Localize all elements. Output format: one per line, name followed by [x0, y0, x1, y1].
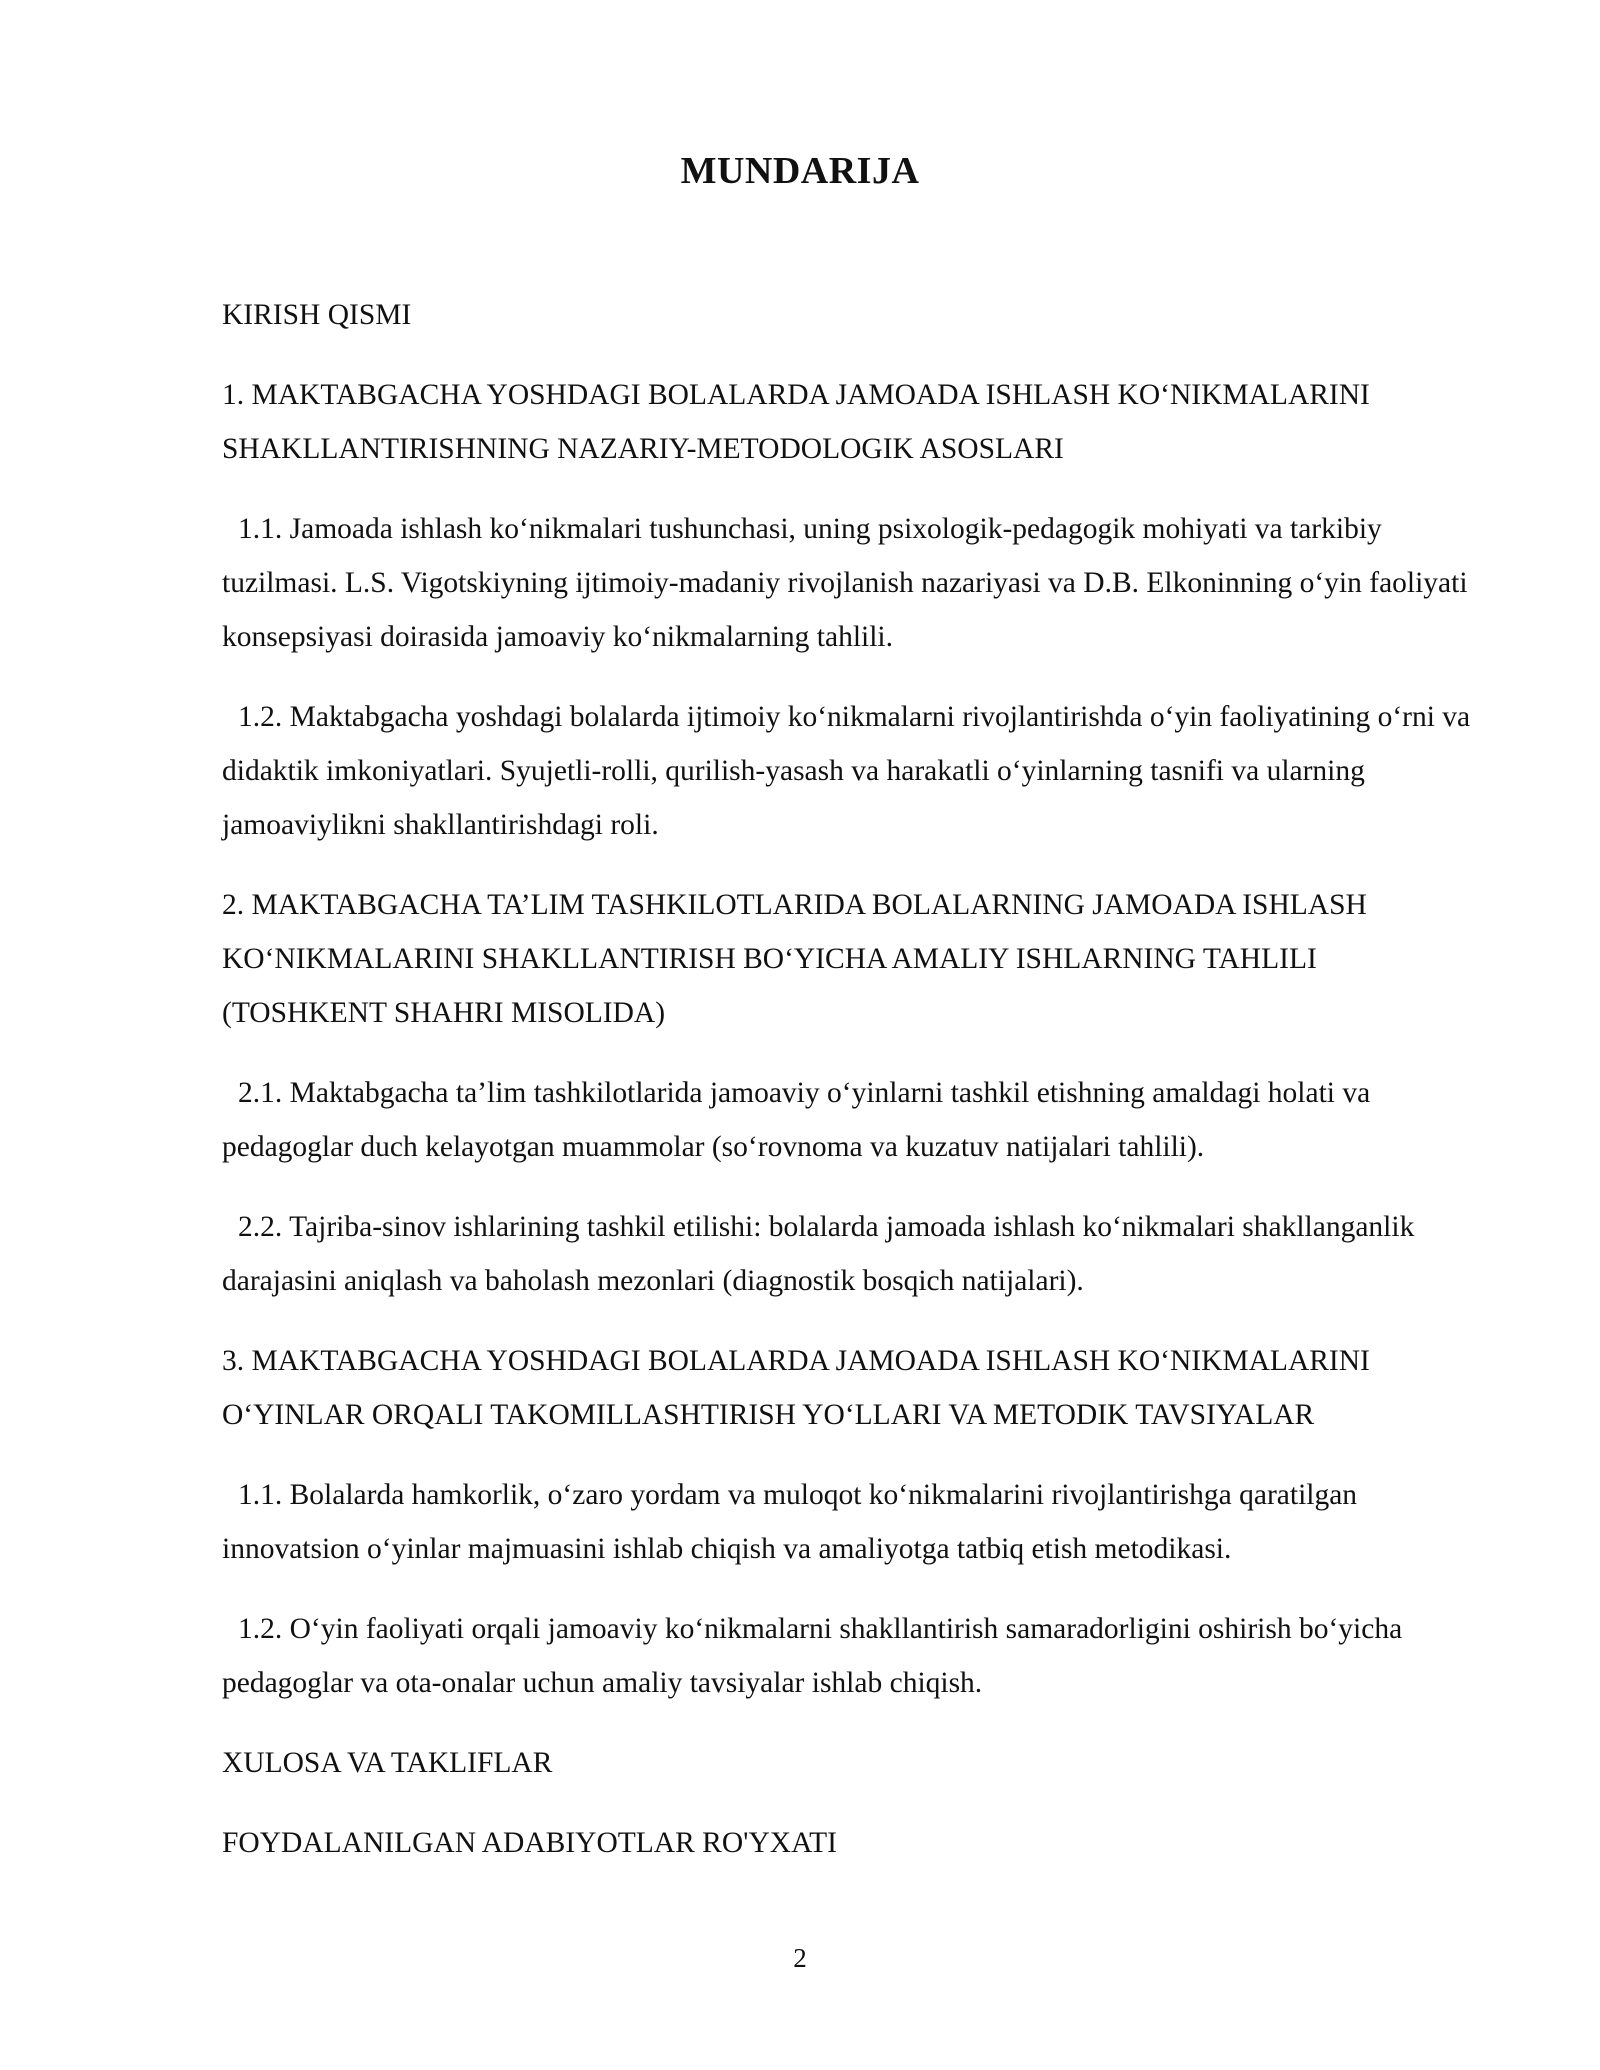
toc-entry-section-1-1: 1.1. Jamoada ishlash ko‘nikmalari tushunchasi, uning psixologik-pedagogik mohiyati va tarkibiy tuzilmasi. L.S. Vigotskiyning ijtimoiy-madaniy rivojlanish nazariyasi va D.B. Elkoninning o‘yin faoliyati konsepsiyasi doirasida jamoaviy ko‘nikmalarning tahlili. [222, 513, 1468, 653]
toc-entry-conclusion: XULOSA VA TAKLIFLAR [222, 1747, 553, 1779]
toc-entry-section-3-2: 1.2. O‘yin faoliyati orqali jamoaviy ko‘nikmalarni shakllantirish samaradorligini oshirish bo‘yicha pedagoglar va ota-onalar uchun amaliy tavsiyalar ishlab chiqish. [222, 1613, 1403, 1699]
toc-entry-references: FOYDALANILGAN ADABIYOTLAR RO'YXATI [222, 1827, 837, 1859]
table-of-contents [222, 288, 1482, 1896]
toc-entry-introduction: KIRISH QISMI [222, 299, 412, 331]
toc-entry-chapter-3: 3. MAKTABGACHA YOSHDAGI BOLALARDA JAMOADA ISHLASH KO‘NIKMALARINI O‘YINLAR ORQALI TAKOMILLASHTIRISH YO‘LLARI VA METODIK TAVSIYALAR [222, 1345, 1370, 1431]
toc-entry-section-1-2: 1.2. Maktabgacha yoshdagi bolalarda ijtimoiy ko‘nikmalarni rivojlantirishda o‘yin faoliyatining o‘rni va didaktik imkoniyatlari. Syujetli-rolli, qurilish-yasash va harakatli o‘yinlarning tasnifi va ularning jamoaviylikni shakllantirishdagi roli. [222, 701, 1471, 841]
page-number: 2 [793, 1943, 807, 1973]
toc-entry-section-2-1: 2.1. Maktabgacha ta’lim tashkilotlarida jamoaviy o‘yinlarni tashkil etishning amaldagi holati va pedagoglar duch kelayotgan muammolar (so‘rovnoma va kuzatuv natijalari tahlili). [222, 1077, 1371, 1163]
toc-entry-section-2-2: 2.2. Tajriba-sinov ishlarining tashkil etilishi: bolalarda jamoada ishlash ko‘nikmalari shakllanganlik darajasini aniqlash va baholash mezonlari (diagnostik bosqich natijalari). [222, 1211, 1415, 1297]
toc-entry-chapter-2: 2. MAKTABGACHA TA’LIM TASHKILOTLARIDA BOLALARNING JAMOADA ISHLASH KO‘NIKMALARINI SHAKLLANTIRISH BO‘YICHA AMALIY ISHLARNING TAHLILI (TOSHKENT SHAHRI MISOLIDA) [222, 889, 1367, 1029]
toc-entry-section-3-1: 1.1. Bolalarda hamkorlik, o‘zaro yordam va muloqot ko‘nikmalarini rivojlantirishga qaratilgan innovatsion o‘yinlar majmuasini ishlab chiqish va amaliyotga tatbiq etish metodikasi. [222, 1479, 1358, 1565]
page-title: MUNDARIJA [680, 150, 920, 192]
toc-entry-chapter-1: 1. MAKTABGACHA YOSHDAGI BOLALARDA JAMOADA ISHLASH KO‘NIKMALARINI SHAKLLANTIRISHNING NAZARIY-METODOLOGIK ASOSLARI [222, 379, 1370, 465]
